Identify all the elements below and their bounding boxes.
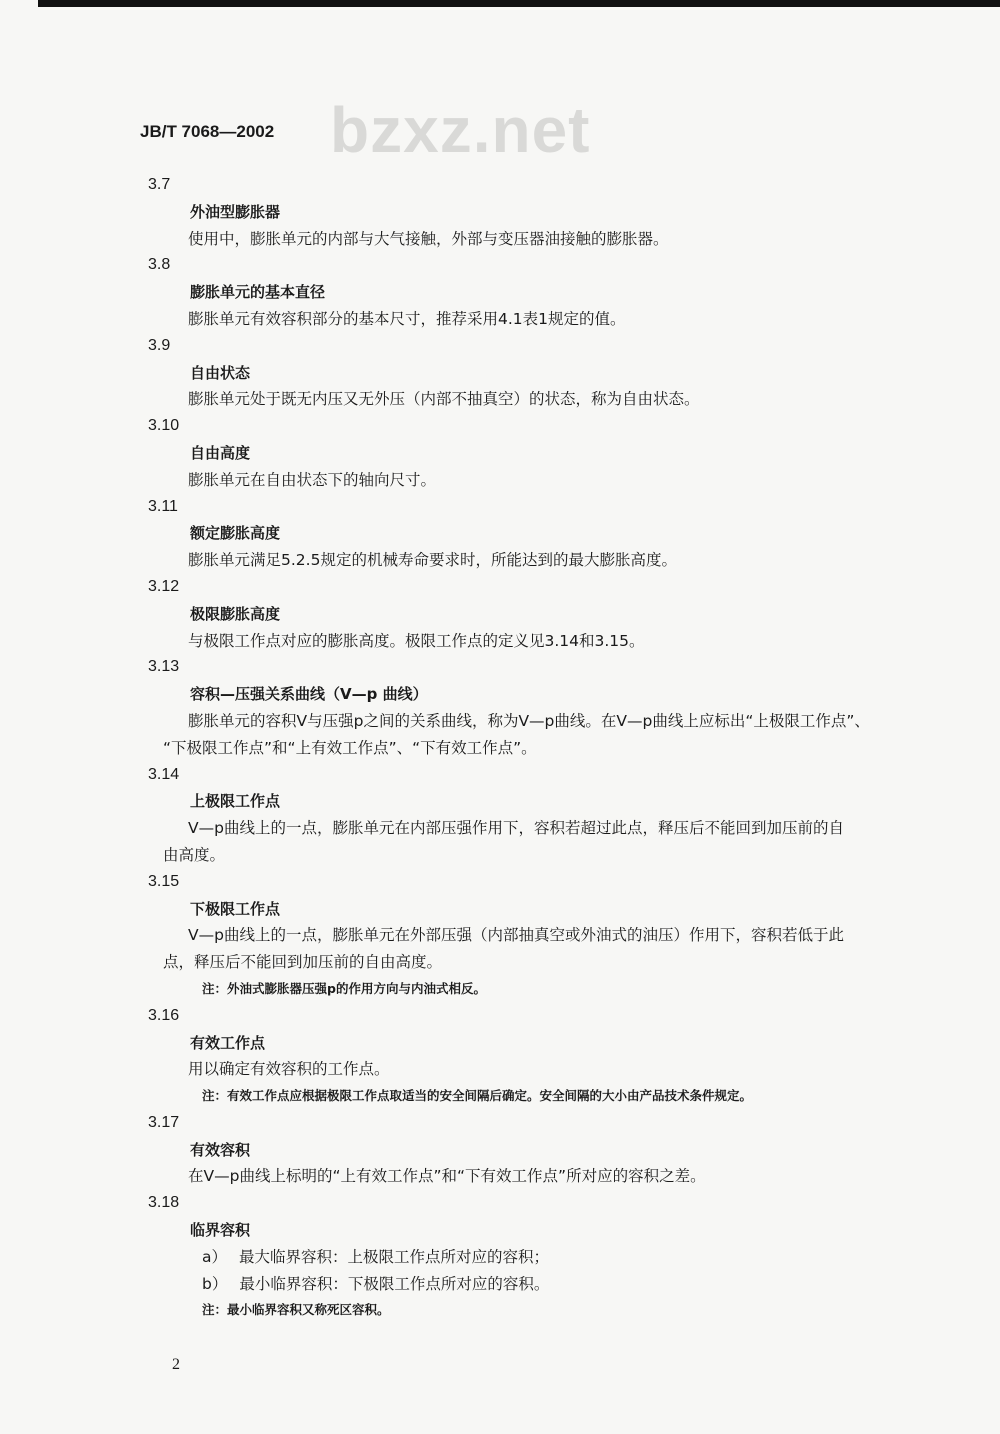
section-body-line: 膨胀单元的容积V与压强p之间的关系曲线，称为V—p曲线。在V—p曲线上应标出“上极限工作点”、 xyxy=(188,711,870,730)
standard-code-header: JB/T 7068—2002 xyxy=(140,122,275,141)
section-term: 外油型膨胀器 xyxy=(190,202,281,221)
list-item xyxy=(0,1244,1000,1271)
section-body-line: “下极限工作点”和“上有效工作点”、“下有效工作点”。 xyxy=(163,738,537,757)
section-body-line: 由高度。 xyxy=(163,845,226,864)
section-term: 膨胀单元的基本直径 xyxy=(190,283,326,302)
section-body-line: V—p曲线上的一点，膨胀单元在外部压强（内部抽真空或外油式的油压）作用下，容积若低于此 xyxy=(188,926,844,945)
section-body-line: V—p曲线上的一点，膨胀单元在内部压强作用下，容积若超过此点，释压后不能回到加压前的自 xyxy=(188,819,844,838)
section-number: 3.9 xyxy=(148,336,171,354)
document-body xyxy=(0,172,1000,1324)
section-body-line: 用以确定有效容积的工作点。 xyxy=(188,1060,390,1079)
section-body-line: 在V—p曲线上标明的“上有效工作点”和“下有效工作点”所对应的容积之差。 xyxy=(188,1167,706,1186)
list-marker: b） xyxy=(202,1274,228,1293)
section-number: 3.18 xyxy=(148,1194,180,1212)
list-text: 最大临界容积：上极限工作点所对应的容积； xyxy=(239,1247,550,1266)
section-number: 3.14 xyxy=(148,765,180,783)
page-number: 2 xyxy=(172,1356,180,1373)
section-number: 3.11 xyxy=(148,497,178,515)
section-number: 3.17 xyxy=(148,1113,180,1131)
section-body-line: 点，释压后不能回到加压前的自由高度。 xyxy=(163,953,443,972)
section-term: 额定膨胀高度 xyxy=(190,524,281,543)
section-term: 自由高度 xyxy=(190,443,251,462)
section-note: 注：有效工作点应根据极限工作点取适当的安全间隔后确定。安全间隔的大小由产品技术条件规定。 xyxy=(202,1088,753,1104)
section-term: 自由状态 xyxy=(190,363,251,382)
section-term: 下极限工作点 xyxy=(190,899,281,918)
section-number: 3.8 xyxy=(148,256,171,274)
list-marker: a） xyxy=(202,1247,227,1266)
section-body-line: 与极限工作点对应的膨胀高度。极限工作点的定义见3.14和3.15。 xyxy=(188,631,645,650)
section-note: 注：最小临界容积又称死区容积。 xyxy=(202,1302,390,1318)
section-body-line: 膨胀单元处于既无内压又无外压（内部不抽真空）的状态，称为自由状态。 xyxy=(188,390,700,409)
watermark: bzxz.net xyxy=(330,94,591,166)
section-term: 有效工作点 xyxy=(190,1033,266,1052)
section-term: 临界容积 xyxy=(190,1221,251,1240)
section-number: 3.12 xyxy=(148,577,180,595)
section-number: 3.16 xyxy=(148,1006,180,1024)
section-term: 容积—压强关系曲线（V—p 曲线） xyxy=(190,685,428,704)
section-number: 3.10 xyxy=(148,417,180,435)
section-number: 3.15 xyxy=(148,872,180,890)
section-body-line: 使用中，膨胀单元的内部与大气接触，外部与变压器油接触的膨胀器。 xyxy=(188,229,669,248)
list-item xyxy=(0,1271,1000,1298)
section-number: 3.7 xyxy=(148,176,171,193)
section-note: 注：外油式膨胀器压强p的作用方向与内油式相反。 xyxy=(202,980,486,996)
section-term: 上极限工作点 xyxy=(190,792,281,811)
top-rule xyxy=(38,0,1000,7)
section-body-line: 膨胀单元有效容积部分的基本尺寸，推荐采用4.1表1规定的值。 xyxy=(188,309,626,328)
section-term: 有效容积 xyxy=(190,1140,251,1159)
section-term: 极限膨胀高度 xyxy=(190,604,281,623)
section-body-line: 膨胀单元在自由状态下的轴向尺寸。 xyxy=(188,470,437,489)
list-text: 最小临界容积：下极限工作点所对应的容积。 xyxy=(239,1274,550,1293)
section-number: 3.13 xyxy=(148,658,180,676)
section-body-line: 膨胀单元满足5.2.5规定的机械寿命要求时，所能达到的最大膨胀高度。 xyxy=(188,551,677,570)
